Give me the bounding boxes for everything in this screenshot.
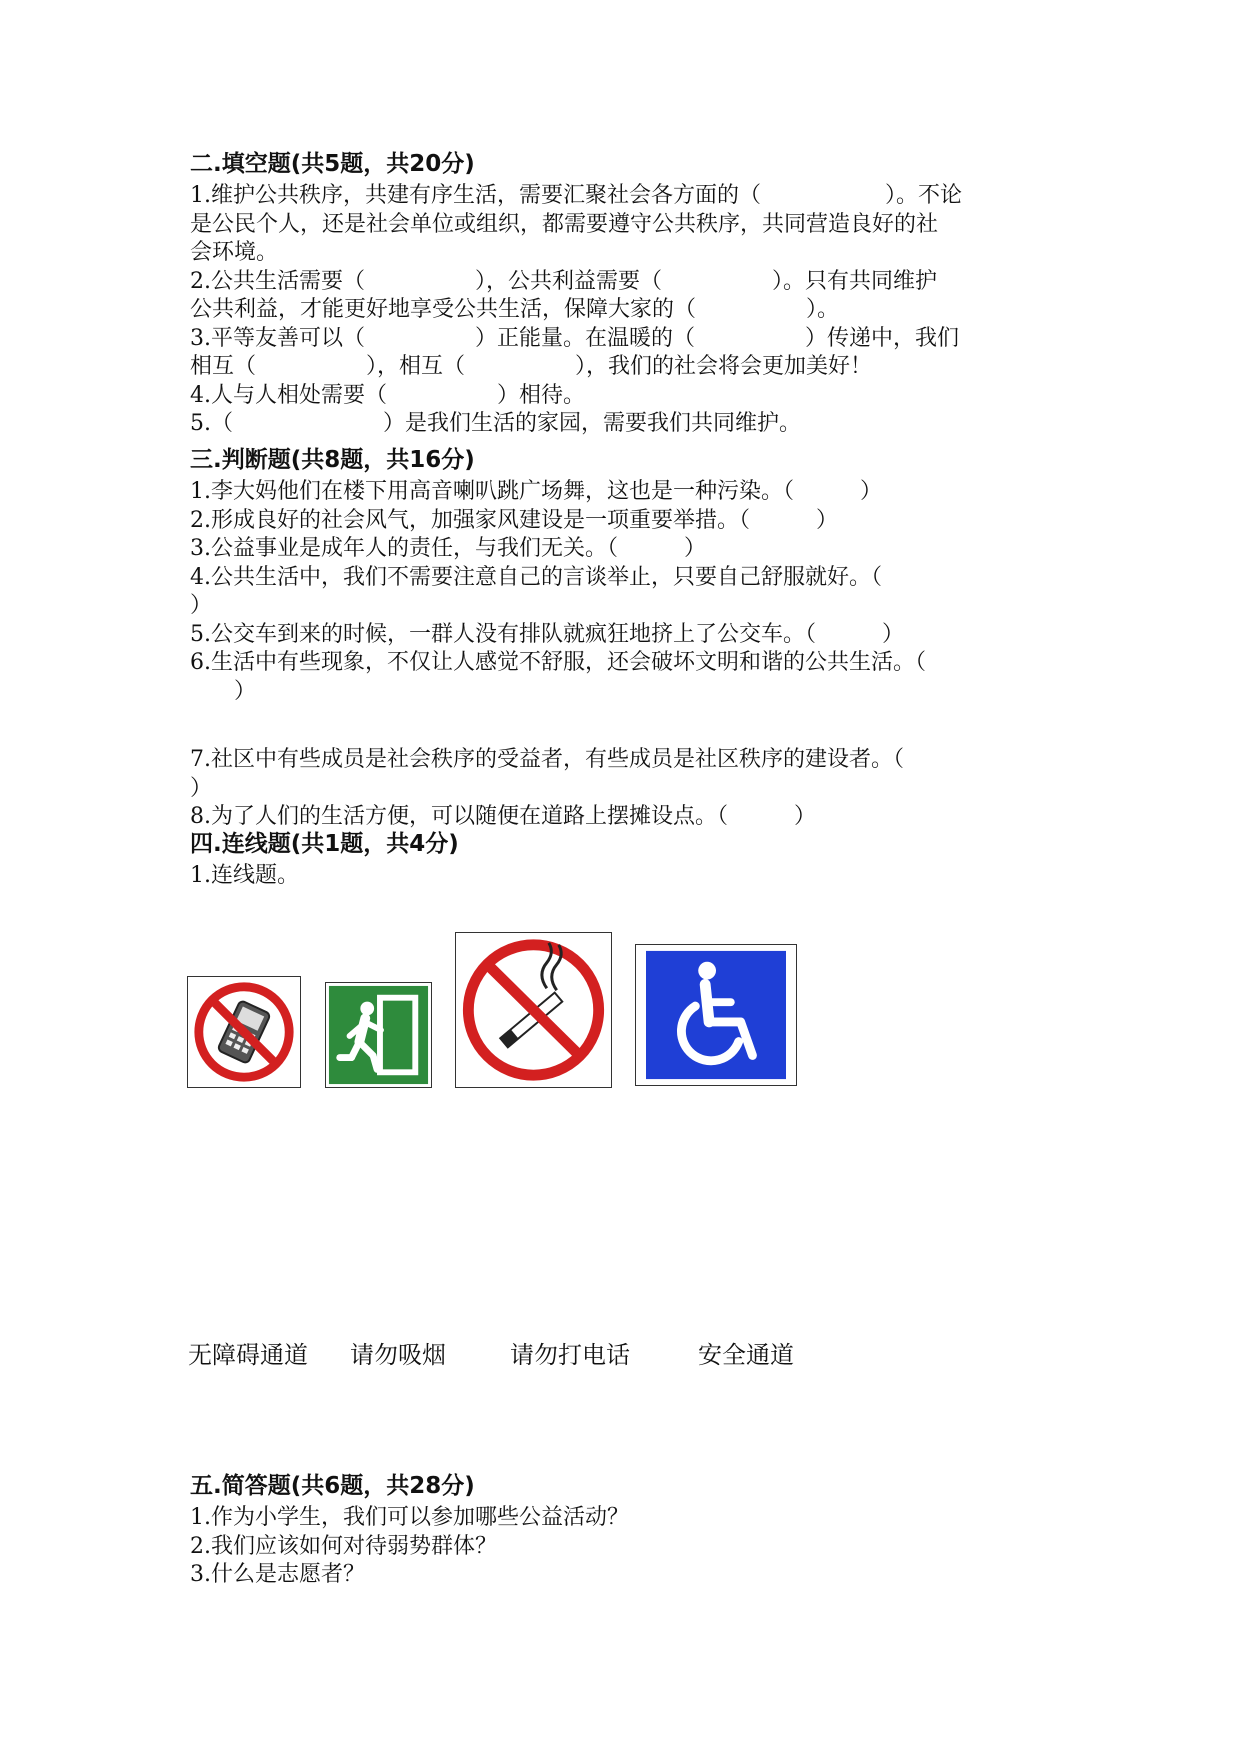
question-2-2: 2.公共生活需要（ ），公共利益需要（ ）。只有共同维护 公共利益，才能更好地享受公共生活，保障大家的（ ）。 [190,268,938,322]
question-5-2: 2.我们应该如何对待弱势群体？ [190,1533,497,1559]
section-title: 五.简答题(共6题，共28分) [190,1473,475,1499]
match-label-3: 请勿打电话 [510,1341,630,1369]
question-3-8: 8.为了人们的生活方便，可以随便在道路上摆摊设点。（ ） [190,804,816,829]
question-5-1: 1.作为小学生，我们可以参加哪些公益活动？ [190,1505,629,1530]
emergency-exit-sign-icon [325,982,432,1088]
question-3-4: 4.公共生活中，我们不需要注意自己的言谈举止，只要自己舒服就好。（ ） [190,564,882,618]
question-3-5: 5.公交车到来的时候，一群人没有排队就疯狂地挤上了公交车。（ ） [190,621,904,647]
section-true-false [190,446,1070,706]
no-phone-sign-icon [187,976,301,1088]
section-fill-in-blank [190,150,1070,439]
question-3-2: 2.形成良好的社会风气，加强家风建设是一项重要举措。（ ） [190,507,838,533]
section-short-answer [190,1472,1070,1590]
match-label-1: 无障碍通道 [188,1341,308,1369]
question-3-6: 6.生活中有些现象，不仅让人感觉不舒服，还会破坏文明和谐的公共生活。（ ） [190,650,926,704]
no-smoking-sign-icon [455,932,612,1088]
section-title: 三.判断题(共8题，共16分) [190,447,475,473]
match-label-2: 请勿吸烟 [350,1341,446,1369]
wheelchair-accessible-sign-icon [635,944,797,1086]
match-label-4: 安全通道 [698,1341,794,1369]
question-2-5: 5.（ ）是我们生活的家园，需要我们共同维护。 [190,411,802,436]
section-true-false-continued [190,746,1070,832]
question-3-3: 3.公益事业是成年人的责任，与我们无关。（ ） [190,536,706,561]
question-3-7: 7.社区中有些成员是社会秩序的受益者，有些成员是社区秩序的建设者。（ ） [190,747,904,801]
question-2-3: 3.平等友善可以（ ）正能量。在温暖的（ ）传递中，我们 相互（ ），相互（ ），我们的社会将会更加美好！ [190,325,960,379]
section-title: 二.填空题(共5题，共20分) [190,151,475,177]
question-2-1: 1.维护公共秩序，共建有序生活，需要汇聚社会各方面的（ ）。不论 是公民个人，还是社会单位或组织，都需要遵守公共秩序，共同营造良好的社 会环境。 [190,183,963,265]
question-3-1: 1.李大妈他们在楼下用高音喇叭跳广场舞，这也是一种污染。（ ） [190,479,882,504]
section-matching [190,830,1070,891]
question-4-1: 1.连线题。 [190,863,299,888]
question-5-3: 3.什么是志愿者？ [190,1562,365,1587]
section-title: 四.连线题(共1题，共4分) [190,831,459,857]
question-2-4: 4.人与人相处需要（ ）相待。 [190,382,586,408]
